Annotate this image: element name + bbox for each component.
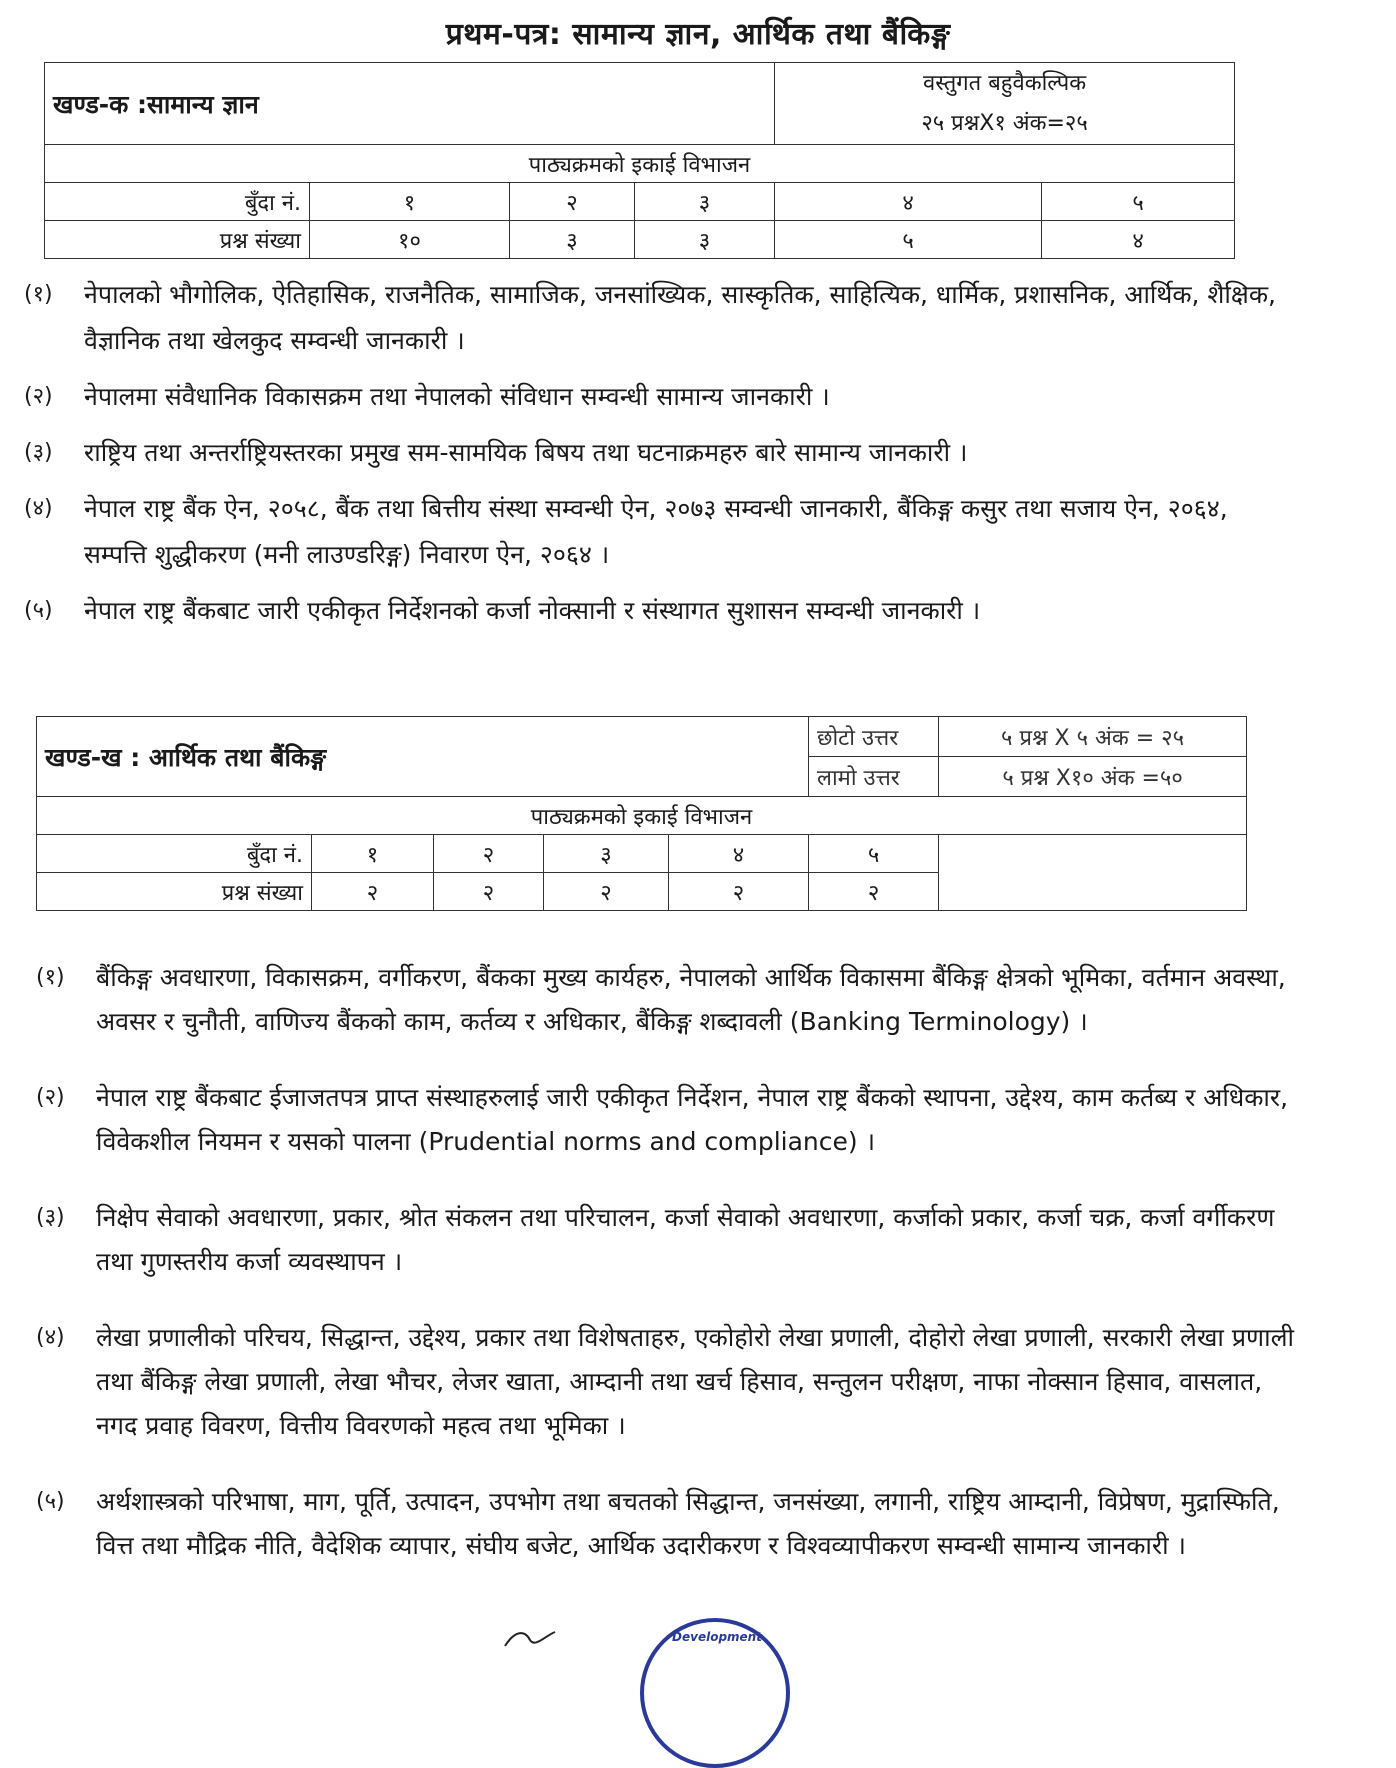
count-cell: २ bbox=[434, 873, 544, 911]
count-cell: २ bbox=[544, 873, 669, 911]
count-label: प्रश्न संख्या bbox=[45, 221, 310, 259]
section-a-type bbox=[775, 63, 1235, 145]
item-text: लेखा प्रणालीको परिचय, सिद्धान्त, उद्देश्य, प्रकार तथा विशेषताहरु, एकोहोरो लेखा प्रणाली, दोहोरो लेखा प्रणाली, सरकारी लेखा प्रणाली तथा बैंकिङ्ग लेखा प्रणाली, लेखा भौचर, लेजर खाता, आम्दानी तथा खर्च हिसाव, सन्तुलन परीक्षण, नाफा नोक्सान हिसाव, वासलात, नगद प्रवाह विवरण, वित्तीय विवरणको महत्व तथा भूमिका । bbox=[96, 1323, 1295, 1440]
count-label: प्रश्न संख्या bbox=[37, 873, 312, 911]
section-a-table bbox=[44, 62, 1235, 259]
signature-mark bbox=[500, 1628, 560, 1648]
count-cell: २ bbox=[669, 873, 809, 911]
short-answer-label: छोटो उत्तर bbox=[809, 717, 939, 757]
unit-label: बुँदा नं. bbox=[45, 183, 310, 221]
item-text: निक्षेप सेवाको अवधारणा, प्रकार, श्रोत संकलन तथा परिचालन, कर्जा सेवाको अवधारणा, कर्जाको प्रकार, कर्जा चक्र, कर्जा वर्गीकरण तथा गुणस्तरीय कर्जा व्यवस्थापन । bbox=[96, 1203, 1275, 1276]
item-number: (४) bbox=[36, 1325, 65, 1350]
unit-cell: २ bbox=[434, 835, 544, 873]
section-a-unit-row bbox=[45, 183, 1235, 221]
unit-cell: १ bbox=[312, 835, 434, 873]
count-cell: २ bbox=[312, 873, 434, 911]
unit-label: बुँदा नं. bbox=[37, 835, 312, 873]
list-item bbox=[36, 1076, 1296, 1164]
list-item bbox=[36, 1480, 1296, 1568]
section-a-type-line1: वस्तुगत बहुवैकल्पिक bbox=[922, 70, 1087, 96]
item-number: (५) bbox=[36, 1489, 65, 1514]
item-number: (५) bbox=[24, 598, 53, 623]
item-text: नेपालको भौगोलिक, ऐतिहासिक, राजनैतिक, सामाजिक, जनसांख्यिक, सास्कृतिक, साहित्यिक, धार्मिक, प्रशासनिक, आर्थिक, शैक्षिक, वैज्ञानिक तथा खेलकुद सम्वन्धी जानकारी । bbox=[84, 280, 1276, 355]
item-number: (३) bbox=[24, 440, 53, 465]
count-cell: १० bbox=[310, 221, 510, 259]
count-cell: २ bbox=[809, 873, 939, 911]
list-item bbox=[36, 1316, 1296, 1448]
count-cell: ५ bbox=[775, 221, 1042, 259]
section-b-heading: खण्ड-ख : आर्थिक तथा बैंकिङ्ग bbox=[37, 717, 809, 797]
item-text: नेपालमा संवैधानिक विकासक्रम तथा नेपालको संविधान सम्वन्धी सामान्य जानकारी । bbox=[84, 382, 830, 411]
list-item bbox=[36, 1196, 1296, 1284]
item-text: नेपाल राष्ट्र बैंकबाट जारी एकीकृत निर्देशनको कर्जा नोक्सानी र संस्थागत सुशासन सम्वन्धी जानकारी । bbox=[84, 596, 981, 625]
list-item bbox=[24, 588, 1296, 634]
unit-cell: ३ bbox=[635, 183, 775, 221]
item-text: अर्थशास्त्रको परिभाषा, माग, पूर्ति, उत्पादन, उपभोग तथा बचतको सिद्धान्त, जनसंख्या, लगानी, राष्ट्रिय आम्दानी, विप्रेषण, मुद्रास्फिति, वित्त तथा मौद्रिक नीति, वैदेशिक व्यापार, संघीय बजेट, आर्थिक उदारीकरण र विश्वव्यापीकरण सम्वन्धी सामान्य जानकारी । bbox=[96, 1487, 1280, 1560]
item-text: नेपाल राष्ट्र बैंक ऐन, २०५८, बैंक तथा बित्तीय संस्था सम्वन्धी ऐन, २०७३ सम्वन्धी जानकारी, बैंकिङ्ग कसुर तथा सजाय ऐन, २०६४, सम्पत्ति शुद्धीकरण (मनी लाउण्डरिङ्ग) निवारण ऐन, २०६४ । bbox=[84, 494, 1228, 569]
count-cell: ४ bbox=[1042, 221, 1235, 259]
list-item bbox=[24, 486, 1296, 578]
short-answer-value: ५ प्रश्न X ५ अंक = २५ bbox=[939, 717, 1247, 757]
item-number: (४) bbox=[24, 496, 53, 521]
section-a-division-label: पाठ्यक्रमको इकाई विभाजन bbox=[45, 145, 1235, 183]
item-text: राष्ट्रिय तथा अन्तर्राष्ट्रियस्तरका प्रमुख सम-सामयिक बिषय तथा घटनाक्रमहरु बारे सामान्य जानकारी । bbox=[84, 438, 968, 467]
list-item bbox=[24, 374, 1296, 420]
section-a-heading: खण्ड-क :सामान्य ज्ञान bbox=[45, 63, 775, 145]
item-number: (१) bbox=[24, 282, 53, 307]
page-title: प्रथम-पत्र: सामान्य ज्ञान, आर्थिक तथा बैंकिङ्ग bbox=[445, 17, 951, 52]
section-a-count-row bbox=[45, 221, 1235, 259]
item-text: नेपाल राष्ट्र बैंकबाट ईजाजतपत्र प्राप्त संस्थाहरुलाई जारी एकीकृत निर्देशन, नेपाल राष्ट्र बैंकको स्थापना, उद्देश्य, काम कर्तब्य र अधिकार, विवेकशील नियमन र यसको पालना (Prudential norms and compliance) । bbox=[96, 1083, 1289, 1156]
unit-cell: ५ bbox=[1042, 183, 1235, 221]
item-number: (३) bbox=[36, 1205, 65, 1230]
long-answer-label: लामो उत्तर bbox=[809, 757, 939, 797]
item-text: बैंकिङ्ग अवधारणा, विकासक्रम, वर्गीकरण, बैंकका मुख्य कार्यहरु, नेपालको आर्थिक विकासमा बैंकिङ्ग क्षेत्रको भूमिका, वर्तमान अवस्था, अवसर र चुनौती, वाणिज्य बैंकको काम, कर्तव्य र अधिकार, बैंकिङ्ग शब्दावली (Banking Terminology) । bbox=[96, 963, 1286, 1036]
empty-cell bbox=[939, 835, 1247, 911]
unit-cell: ३ bbox=[544, 835, 669, 873]
list-item bbox=[36, 956, 1296, 1044]
seal-text: Development bbox=[672, 1630, 762, 1644]
section-b-division-label: पाठ्यक्रमको इकाई विभाजन bbox=[37, 797, 1247, 835]
item-number: (२) bbox=[24, 384, 53, 409]
office-seal bbox=[640, 1618, 790, 1768]
item-number: (२) bbox=[36, 1085, 65, 1110]
unit-cell: २ bbox=[510, 183, 635, 221]
unit-cell: १ bbox=[310, 183, 510, 221]
count-cell: ३ bbox=[635, 221, 775, 259]
list-item bbox=[24, 272, 1296, 364]
unit-cell: ४ bbox=[775, 183, 1042, 221]
list-item bbox=[24, 430, 1296, 476]
item-number: (१) bbox=[36, 965, 65, 990]
section-b-unit-row bbox=[37, 835, 1247, 873]
unit-cell: ४ bbox=[669, 835, 809, 873]
section-b-items bbox=[36, 956, 1296, 1600]
section-a-items bbox=[24, 272, 1296, 644]
count-cell: ३ bbox=[510, 221, 635, 259]
long-answer-value: ५ प्रश्न X१० अंक =५० bbox=[939, 757, 1247, 797]
section-b-table bbox=[36, 716, 1247, 911]
section-a-type-line2: २५ प्रश्नX१ अंक=२५ bbox=[921, 110, 1088, 136]
unit-cell: ५ bbox=[809, 835, 939, 873]
